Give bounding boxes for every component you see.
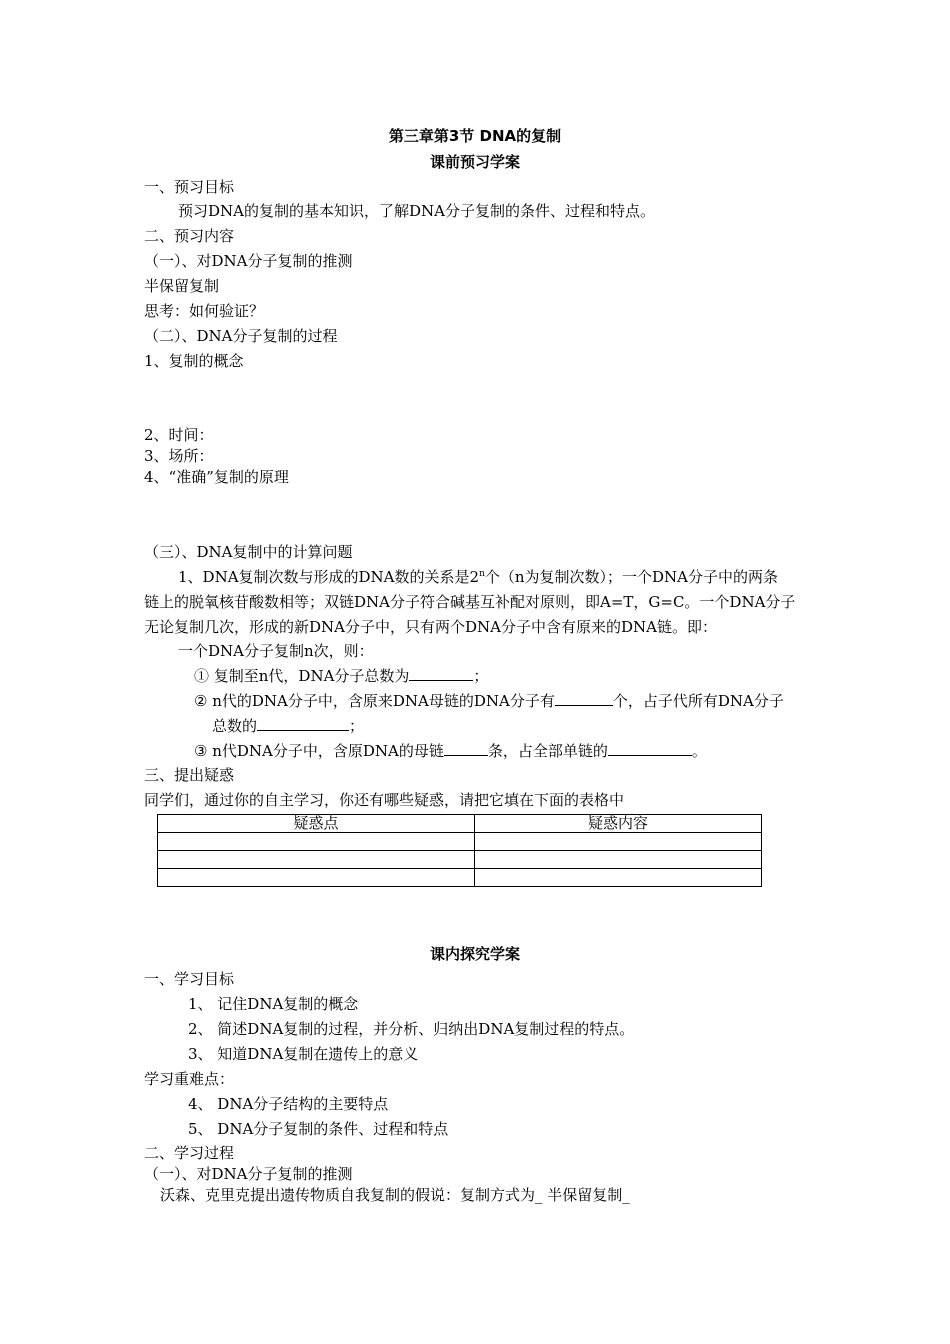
- table-cell[interactable]: [158, 833, 475, 851]
- question-2-text: ② n代的DNA分子中，含原来DNA母链的DNA分子有: [194, 692, 555, 710]
- calc-line-1: [178, 567, 778, 587]
- table-row: [158, 869, 762, 887]
- calc-line-2: 链上的脱氧核苷酸数相等；双链DNA分子符合碱基互补配对原则，即A=T，G=C。一个DNA分子: [144, 593, 796, 611]
- table-cell[interactable]: [158, 851, 475, 869]
- inclass-section-2: 二、学习过程: [144, 1144, 235, 1162]
- preview-sub-3: （三）、DNA复制中的计算问题: [144, 543, 353, 561]
- principle-item: 4、“准确”复制的原理: [144, 468, 289, 486]
- table-cell[interactable]: [475, 833, 762, 851]
- question-2: [194, 691, 784, 711]
- concept-item: 1、复制的概念: [144, 352, 244, 370]
- key-item-5: 5、 DNA分子复制的条件、过程和特点: [188, 1120, 449, 1138]
- table-cell[interactable]: [475, 851, 762, 869]
- watson-crick-text: 沃森、克里克提出遗传物质自我复制的假说：复制方式为_ 半保留复制_: [160, 1186, 630, 1204]
- inclass-heading: 课内探究学案: [429, 945, 520, 963]
- preview-goal-text: 预习DNA的复制的基本知识，了解DNA分子复制的条件、过程和特点。: [178, 202, 655, 220]
- table-header-point: 疑惑点: [158, 815, 475, 833]
- table-header-row: [158, 815, 762, 833]
- preview-section-2: 二、预习内容: [144, 227, 235, 245]
- calc-line-4: 一个DNA分子复制n次，则：: [178, 642, 374, 660]
- preview-sub-2: （二）、DNA分子复制的过程: [144, 327, 338, 345]
- semi-conservative-text: 半保留复制: [144, 277, 220, 295]
- doubts-instruction: 同学们，通过你的自主学习，你还有哪些疑惑，请把它填在下面的表格中: [144, 791, 625, 809]
- table-header-content: 疑惑内容: [475, 815, 762, 833]
- inclass-section-1: 一、学习目标: [144, 970, 235, 988]
- table-cell[interactable]: [158, 869, 475, 887]
- goal-item-1: 1、 记住DNA复制的概念: [188, 995, 359, 1013]
- question-2-text-c: 总数的: [212, 717, 258, 735]
- inclass-sub-1: （一）、对DNA分子复制的推测: [144, 1165, 353, 1183]
- table-cell[interactable]: [475, 869, 762, 887]
- question-3-end: 。: [691, 742, 707, 760]
- question-2-text-b: 个，占子代所有DNA分子: [612, 692, 784, 710]
- question-2-cont: [212, 716, 364, 736]
- calc-line-1-a: 1、DNA复制次数与形成的DNA数的关系是2: [178, 568, 480, 586]
- question-1-text: ① 复制至n代，DNA分子总数为: [194, 667, 410, 685]
- table-row: [158, 833, 762, 851]
- think-question: 思考：如何验证？: [144, 302, 265, 320]
- preview-sub-1: （一）、对DNA分子复制的推测: [144, 252, 353, 270]
- question-1: [194, 666, 488, 686]
- answer-blank-5[interactable]: [608, 741, 692, 756]
- answer-blank-4[interactable]: [444, 741, 488, 756]
- doubts-table: [157, 814, 762, 887]
- answer-blank-1[interactable]: [409, 666, 473, 681]
- key-item-4: 4、 DNA分子结构的主要特点: [188, 1095, 389, 1113]
- preview-section-1: 一、预习目标: [144, 178, 235, 196]
- question-3: [194, 741, 707, 761]
- place-item: 3、场所：: [144, 447, 214, 465]
- question-3-text: ③ n代DNA分子中，含原DNA的母链: [194, 742, 444, 760]
- goal-item-3: 3、 知道DNA复制在遗传上的意义: [188, 1045, 419, 1063]
- calc-line-1-b: 个（n为复制次数）；一个DNA分子中的两条: [484, 568, 779, 586]
- table-row: [158, 851, 762, 869]
- question-1-end: ；: [473, 667, 489, 685]
- time-item: 2、时间：: [144, 426, 214, 444]
- question-3-text-b: 条，占全部单链的: [487, 742, 608, 760]
- superscript-n: n: [479, 569, 485, 579]
- preview-heading: 课前预习学案: [429, 153, 520, 171]
- preview-section-3: 三、提出疑惑: [144, 766, 235, 784]
- key-points-label: 学习重难点：: [144, 1070, 235, 1088]
- question-2-end: ；: [349, 717, 365, 735]
- answer-blank-2[interactable]: [555, 691, 613, 706]
- document-title: 第三章第3节 DNA的复制: [388, 127, 562, 145]
- goal-item-2: 2、 简述DNA复制的过程，并分析、归纳出DNA复制过程的特点。: [188, 1020, 635, 1038]
- answer-blank-3[interactable]: [257, 716, 349, 731]
- calc-line-3: 无论复制几次，形成的新DNA分子中，只有两个DNA分子中含有原来的DNA链。即：: [144, 618, 717, 636]
